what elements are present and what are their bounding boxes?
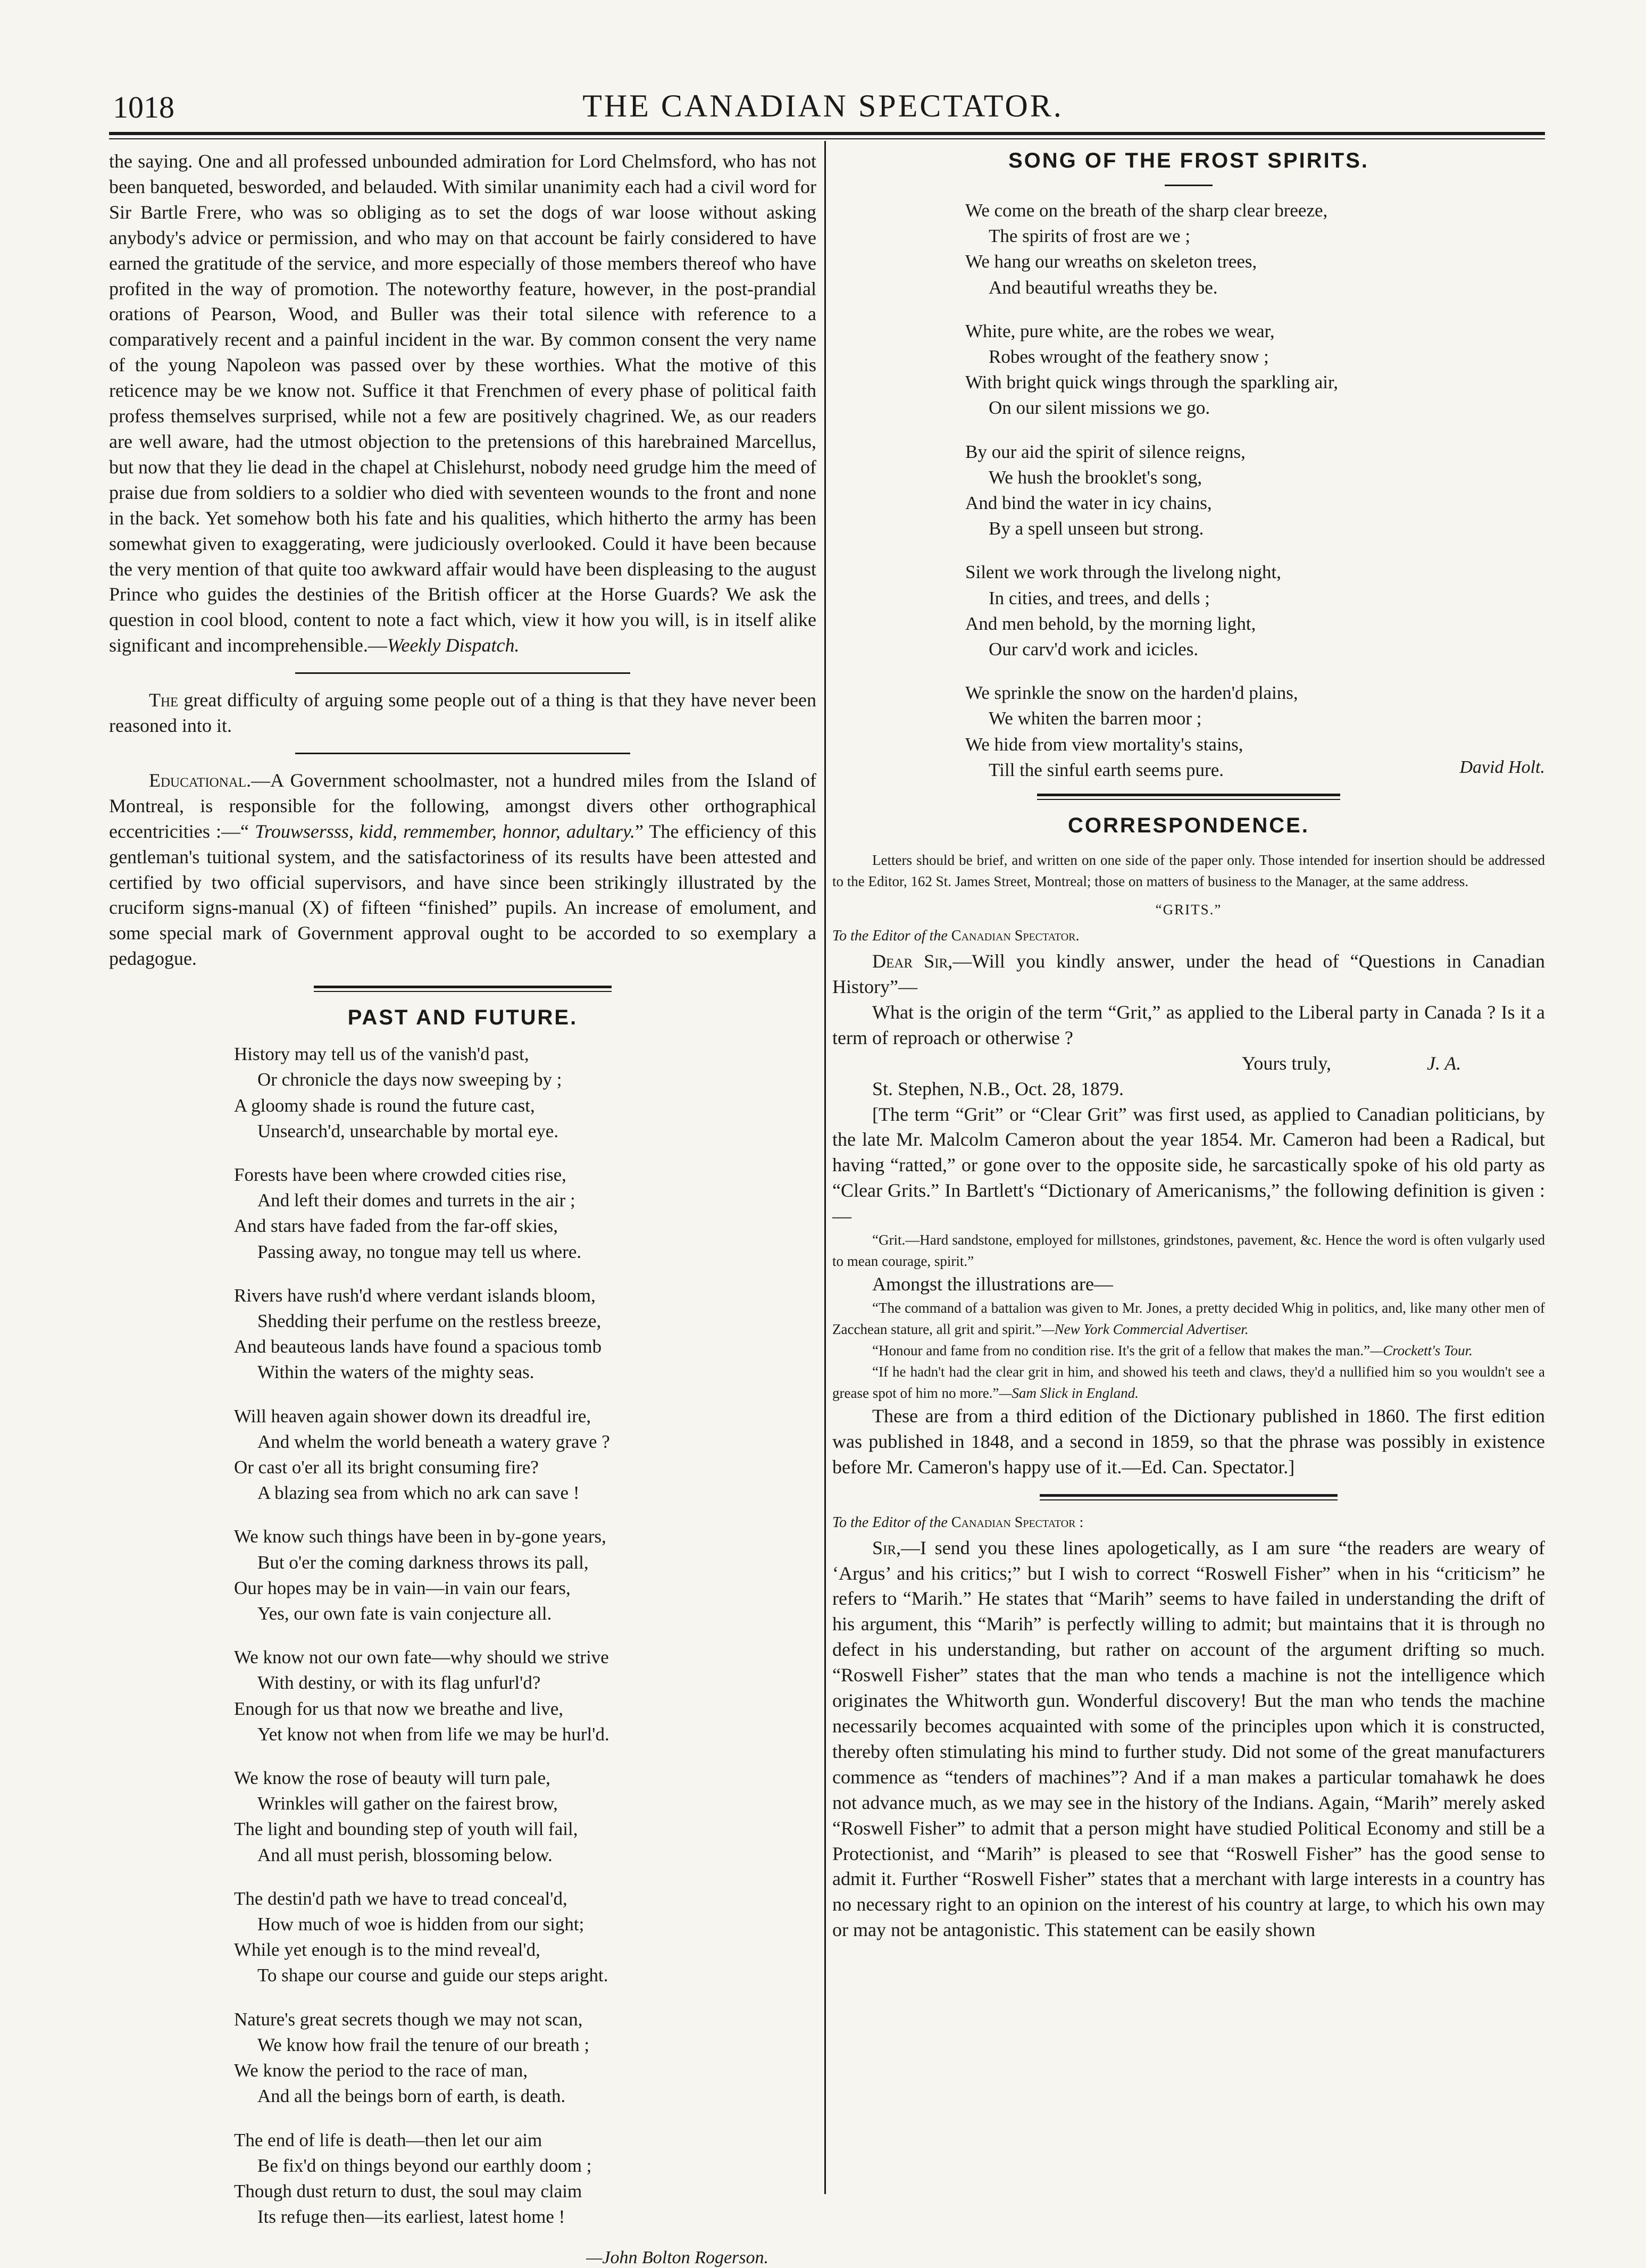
to-editor-line-2 (832, 1514, 1545, 1531)
poem-line: Unsearch'd, unsearchable by mortal eye. (257, 1120, 559, 1141)
grits-initials: J. A. (1427, 1052, 1461, 1074)
poem-line: Will heaven again shower down its dreadful ire, (234, 1405, 591, 1427)
song-title: SONG OF THE FROST SPIRITS. (1008, 149, 1369, 172)
to-editor-text: To the Editor of the (832, 928, 951, 945)
dispatch-text: the saying. One and all professed unbounded admiration for Lord Chelmsford, who has not been banqueted, besworded, and belauded. With similar unanimity each had a civil word for Sir Bartle Frere, who was so obliging as to set the dogs of war loose without asking anybody's advice or permission, and who may on that account be fairly considered to have earned the gratitude of the service, and more especially of those members thereof who have profited in the way of promotion. The noteworthy feature, however, in the post-prandial orations of Pearson, Wood, and Buller was their total silence with reference to a comparatively recent and a painful incident in the war. By common consent the very name of the young Napoleon was passed over by these worthies. What the motive of this reticence may be we know not. Suffice it that Frenchmen of every phase of political faith profess themselves surprised, while not a few are positively chagrined. We, as our readers are well aware, had the utmost objection to the pretensions of this harebrained Marcellus, but now that they lie dead in the chapel at Chislehurst, nobody need grudge him the meed of praise due from soldiers to a soldier who died with seventeen wounds to the front and none in the back. Yet somehow both his fate and his qualities, which hitherto the army has been somewhat given to exaggerating, were judiciously overlooked. Could it have been because the very mention of that quite too awkward affair would have been displeasing to the august Prince who guides the destinies of the British officer at the Horse Guards? We ask the question in cool blood, content to note a fact which, view it how you will, is in itself alike significant and incomprehensible.— (109, 151, 816, 656)
poem-stanza (965, 439, 1545, 542)
grits-signoff (832, 1051, 1545, 1077)
educational-paragraph (109, 768, 816, 972)
poem-line: Forests have been where crowded cities rise, (234, 1164, 566, 1185)
to-editor-line (832, 928, 1545, 945)
poem-line: And all the beings born of earth, is death. (257, 2086, 566, 2107)
poem-stanza (234, 2128, 816, 2230)
grits-reply: [The term “Grit” or “Clear Grit” was first used, as applied to Canadian politicians, by the late Mr. Malcolm Cameron about the year 1854. Mr. Cameron had been a Radical, but having “ratted,” or gone over to the opposite side, he sarcastically spoke of his old party as “Clear Grits.” In Bartlett's “Dictionary of Americanisms,” the following definition is given :— (832, 1103, 1545, 1227)
song-author: David Holt. (1459, 757, 1545, 778)
poem-line: Or cast o'er all its bright consuming fire? (234, 1457, 539, 1478)
poem-line: By our aid the spirit of silence reigns, (965, 441, 1246, 462)
letter-salutation: Sir, (872, 1537, 901, 1558)
poem-stanza (234, 2007, 816, 2109)
poem-line: The spirits of frost are we ; (989, 226, 1191, 247)
poem-stanza (234, 1765, 816, 1868)
poem-stanza (965, 560, 1545, 662)
poem-line: And stars have faded from the far-off skies, (234, 1215, 558, 1237)
poem-line: And beautiful wreaths they be. (989, 277, 1218, 298)
poem-line: With bright quick wings through the sparkling air, (965, 372, 1338, 393)
poem-line: We know the rose of beauty will turn pale, (234, 1767, 550, 1789)
quote-2-source: —Crockett's Tour. (1370, 1342, 1473, 1358)
divider (295, 753, 630, 754)
correspondence-title: CORRESPONDENCE. (1068, 814, 1309, 838)
educational-misspellings: Trouwsersss, kidd, remmember, honnor, adultary. (255, 820, 635, 842)
poem-line: The destin'd path we have to tread conceal'd, (234, 1888, 567, 1909)
quote-2 (832, 1340, 1545, 1361)
poem-line: A blazing sea from which no ark can save ! (257, 1482, 580, 1504)
poem-stanza (965, 198, 1545, 301)
poem-line: We know the period to the race of man, (234, 2060, 528, 2081)
poem-line: And bind the water in icy chains, (965, 493, 1212, 514)
poem-line: Rivers have rush'd where verdant islands bloom, (234, 1285, 596, 1306)
poem-line: And whelm the world beneath a watery grave ? (257, 1431, 610, 1452)
poem-line: By a spell unseen but strong. (989, 518, 1204, 539)
quote-3-source: —Sam Slick in England. (999, 1385, 1139, 1401)
to-editor-paper: Canadian Spectator. (951, 928, 1080, 945)
poem-line: Its refuge then—its earliest, latest home ! (257, 2206, 565, 2228)
poem-line: To shape our course and guide our steps aright. (257, 1965, 608, 1986)
poem-line: On our silent missions we go. (989, 397, 1210, 419)
poem-line: Enough for us that now we breathe and live, (234, 1698, 564, 1719)
letter-body: —I send you these lines apologetically, as I am sure “the readers are weary of ‘Argus’ and his critics;” but I wish to correct “Roswell Fisher” when in his “criticism” he refers to “Marih.” He states that “Marih” seems to have failed in understanding the drift of his argument, this “Marih” is perfectly willing to admit; but maintains that it is through no defect in his understanding, but rather on account of the argument drifting so much. “Roswell Fisher” states that the man who tends a machine is not the intelligence which originates the Whitworth gun. Wonderful discovery! But the man who tends the machine necessarily becomes acquainted with some of the principles upon which it is constructed, thereby often stimulating his mind to further study. Did not some of the great manufacturers commence as “tenders of machines”? And if a man makes a particular tomahawk he does not advance much, as we may see in the history of the Indians. Again, “Marih” merely asked “Roswell Fisher” to admit that a person might have studied Political Economy and still be a Protectionist, and “Marih” is pleased to see that “Roswell Fisher” has the good sense to admit it. Further “Roswell Fisher” states that a merchant with large interests in a country has no necessary right to an opinion on the interest of his country at large, to which his own may or may not be antagonistic. This statement can be easily shown (832, 1537, 1545, 1941)
grits-place: St. Stephen, N.B., Oct. 28, 1879. (872, 1078, 1124, 1099)
grits-illustrations-label: Amongst the illustrations are— (872, 1273, 1113, 1295)
poem-stanza (234, 1524, 816, 1627)
poem-line: Till the sinful earth seems pure. (989, 759, 1224, 780)
poem-stanza (234, 1283, 816, 1386)
poem-stanza (965, 319, 1545, 421)
poem-line: How much of woe is hidden from our sight; (257, 1914, 584, 1935)
arguing-lead: The (149, 689, 179, 711)
double-divider (1037, 794, 1340, 800)
poem-line: Be fix'd on things beyond our earthly doom ; (257, 2155, 592, 2176)
poem-line: We know how frail the tenure of our breath ; (257, 2034, 590, 2055)
dispatch-source: Weekly Dispatch. (387, 635, 520, 656)
poem-title: PAST AND FUTURE. (347, 1006, 578, 1030)
poem-line: And all must perish, blossoming below. (257, 1844, 553, 1865)
column-divider (824, 141, 826, 2194)
poem-line: Within the waters of the mighty seas. (257, 1362, 534, 1383)
grits-yours: Yours truly, (1242, 1052, 1332, 1074)
masthead: THE CANADIAN SPECTATOR. (582, 88, 1064, 123)
quote-1-text: “The command of a battalion was given to Mr. Jones, a pretty decided Whig in politics, and, like many other men of Zacchean stature, all grit and spirit.” (832, 1299, 1545, 1337)
poem-line: Shedding their perfume on the restless breeze, (257, 1311, 601, 1332)
grits-question (832, 949, 1545, 1000)
quote-3 (832, 1361, 1545, 1404)
educational-text-1: —A Government schoolmaster, not a hundred miles from the Island of Montreal, is responsible for the following, amongst divers other orthographical eccentricities :—“ (109, 769, 816, 842)
poem-line: Wrinkles will gather on the fairest brow, (257, 1793, 558, 1814)
poem-past-and-future (234, 1041, 816, 2230)
dispatch-article (109, 149, 816, 658)
double-divider (314, 986, 612, 992)
poem-line: The end of life is death—then let our aim (234, 2129, 542, 2150)
header-rule (109, 132, 1545, 135)
poem-line: But o'er the coming darkness throws its pall, (257, 1552, 589, 1573)
poem-line: Yes, our own fate is vain conjecture all. (257, 1603, 552, 1624)
quote-3-text: “If he hadn't had the clear grit in him, and showed his teeth and claws, they'd a nullified him so you wouldn't see a grease spot of him no more.” (832, 1363, 1545, 1401)
header-rule-thin (109, 138, 1545, 139)
poem-line: Our hopes may be in vain—in vain our fears, (234, 1577, 571, 1598)
poem-line: History may tell us of the vanish'd past, (234, 1044, 529, 1065)
poem-line: And beauteous lands have found a spacious tomb (234, 1336, 602, 1357)
poem-line: With destiny, or with its flag unfurl'd? (257, 1672, 541, 1694)
poem-line: Passing away, no tongue may tell us where. (257, 1241, 582, 1262)
poem-line: We sprinkle the snow on the harden'd plains, (965, 682, 1298, 704)
poem-line: Silent we work through the livelong night, (965, 562, 1281, 583)
divider (295, 672, 630, 674)
right-column (832, 149, 1545, 1943)
poem-stanza (234, 1886, 816, 1989)
poem-line: In cities, and trees, and dells ; (989, 587, 1210, 608)
poem-stanza (234, 1041, 816, 1144)
poem-line: A gloomy shade is round the future cast, (234, 1095, 535, 1116)
poem-author: —John Bolton Rogerson. (586, 2248, 768, 2268)
poem-frost-spirits (965, 198, 1545, 783)
grits-question-2: What is the origin of the term “Grit,” as applied to the Liberal party in Canada ? Is it a term of reproach or otherwise ? (832, 1001, 1545, 1048)
title-rule (1165, 185, 1213, 186)
poem-line: We whiten the barren moor ; (989, 708, 1202, 729)
poem-line: We hide from view mortality's stains, (965, 733, 1243, 755)
poem-line: We hang our wreaths on skeleton trees, (965, 251, 1257, 272)
grits-closing: These are from a third edition of the Dictionary published in 1860. The first edition was published in 1848, and a second in 1859, so that the phrase was possibly in existence before Mr. Cameron's happy use of it.—Ed. Can. Spectator.] (832, 1405, 1545, 1478)
arguing-text: great difficulty of arguing some people out of a thing is that they have never been reasoned into it. (109, 689, 816, 737)
poem-line: And left their domes and turrets in the air ; (257, 1190, 575, 1211)
grits-definition: “Grit.—Hard sandstone, employed for millstones, grindstones, pavement, &c. Hence the word is often vulgarly used to mean courage, spirit.” (832, 1232, 1545, 1270)
double-divider (1040, 1494, 1338, 1500)
educational-text-2: ” The efficiency of this gentleman's tuitional system, and the satisfactoriness of its results have been attested and certified by two official supervisors, and have since been strikingly illustrated by the cruciform signs-manual (X) of fifteen “finished” pupils. An increase of emolument, and some special mark of Government approval ought to be accorded to so exemplary a pedagogue. (109, 820, 816, 970)
marih-letter (832, 1536, 1545, 1944)
poem-line: Though dust return to dust, the soul may claim (234, 2180, 582, 2202)
poem-stanza (234, 1404, 816, 1506)
poem-line: We come on the breath of the sharp clear breeze, (965, 200, 1328, 221)
poem-stanza (234, 1645, 816, 1747)
poem-line: While yet enough is to the mind reveal'd, (234, 1939, 540, 1961)
left-column (109, 149, 816, 2268)
poem-line: Or chronicle the days now sweeping by ; (257, 1069, 562, 1090)
correspondence-notice: Letters should be brief, and written on one side of the paper only. Those intended for insertion should be addressed to the Editor, 162 St. James Street, Montreal; those on matters of business to the Manager, at the same address. (832, 852, 1545, 890)
poem-line: Yet know not when from life we may be hurl'd. (257, 1723, 609, 1745)
poem-line: We hush the brooklet's song, (989, 466, 1202, 488)
poem-line: The light and bounding step of youth will fail, (234, 1819, 578, 1840)
quote-1-source: —New York Commercial Advertiser. (1041, 1321, 1249, 1337)
to-editor-paper-2: Canadian Spectator : (951, 1514, 1084, 1531)
poem-line: And men behold, by the morning light, (965, 613, 1256, 634)
poem-line: Robes wrought of the feathery snow ; (989, 346, 1269, 368)
poem-line: White, pure white, are the robes we wear, (965, 320, 1275, 341)
poem-line: Our carv'd work and icicles. (989, 639, 1199, 660)
grits-salutation: Dear Sir, (872, 950, 953, 972)
grits-heading: “GRITS.” (1155, 902, 1222, 918)
page-number: 1018 (113, 90, 174, 124)
poem-line: Nature's great secrets though we may not scan, (234, 2008, 583, 2030)
poem-line: We know such things have been in by-gone years, (234, 1526, 606, 1547)
grits-question-text: —Will you kindly answer, under the head of “Questions in Canadian History”— (832, 950, 1545, 997)
poem-stanza (234, 1162, 816, 1265)
quote-2-text: “Honour and fame from no condition rise. It's the grit of a fellow that makes the man.” (872, 1342, 1371, 1358)
quote-1 (832, 1297, 1545, 1340)
poem-line: We know not our own fate—why should we strive (234, 1647, 609, 1668)
to-editor-text-2: To the Editor of the (832, 1514, 951, 1531)
arguing-paragraph (109, 688, 816, 739)
educational-lead: Educational. (149, 769, 252, 791)
